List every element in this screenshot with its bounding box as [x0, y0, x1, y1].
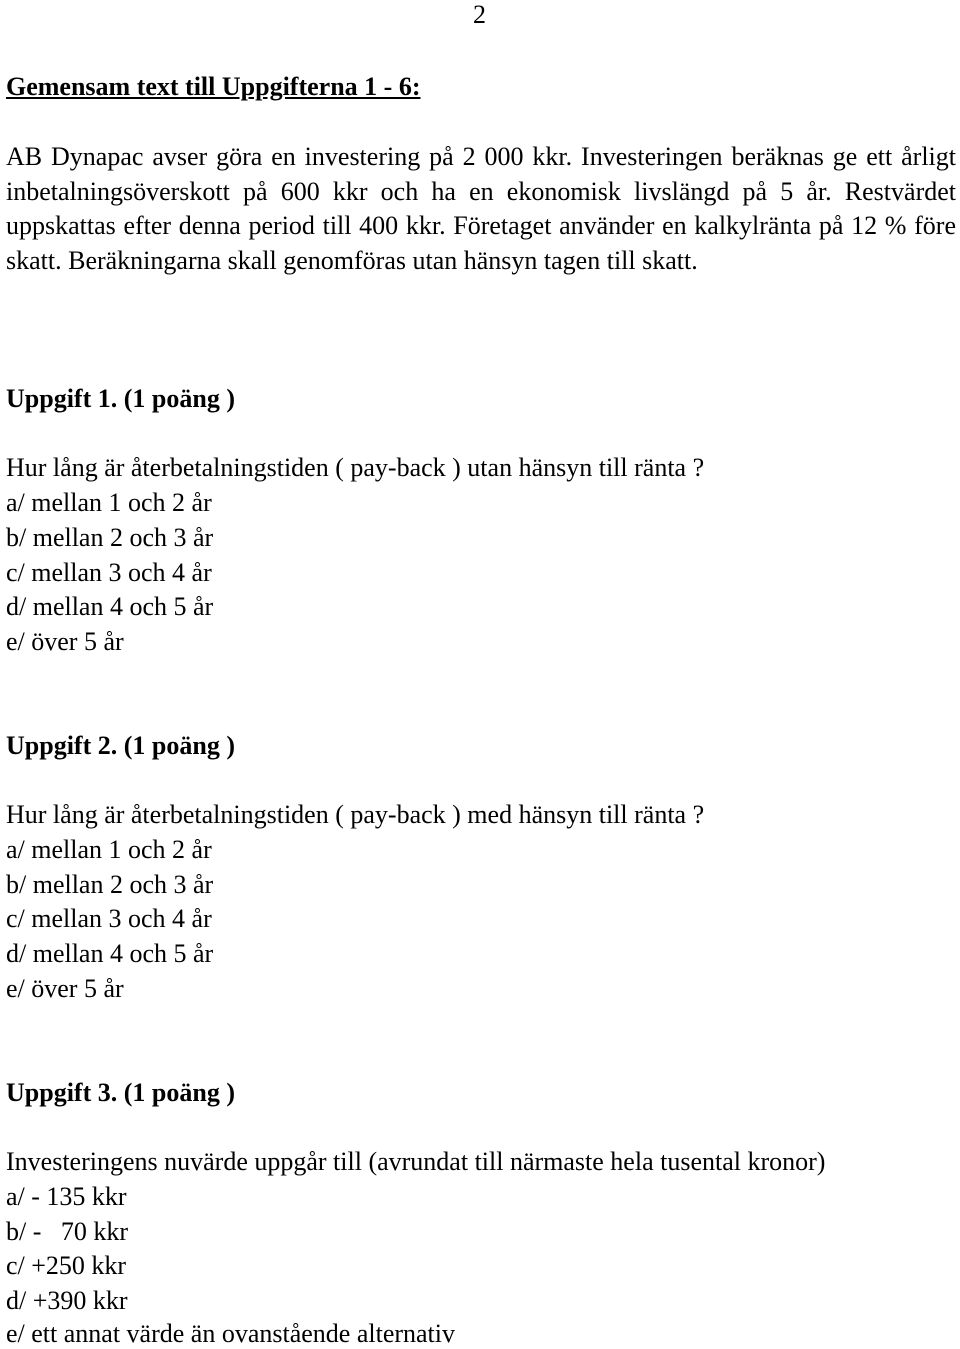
task-3-option-c: c/ +250 kkr [6, 1251, 127, 1280]
task-1-option-c: c/ mellan 3 och 4 år [6, 558, 212, 587]
task-1-option-b: b/ mellan 2 och 3 år [6, 523, 214, 552]
task-2-option-d: d/ mellan 4 och 5 år [6, 939, 214, 968]
common-heading: Gemensam text till Uppgifterna 1 - 6: [6, 72, 421, 101]
task-2-option-b: b/ mellan 2 och 3 år [6, 870, 214, 899]
task-3-option-e: e/ ett annat värde än ovanstående alternativ [6, 1319, 456, 1348]
task-2-heading: Uppgift 2. (1 poäng ) [6, 731, 235, 760]
task-3-option-a: a/ - 135 kkr [6, 1182, 127, 1211]
task-1-option-a: a/ mellan 1 och 2 år [6, 488, 212, 517]
task-2-question: Hur lång är återbetalningstiden ( pay-back ) med hänsyn till ränta ? [6, 800, 705, 829]
task-1-heading: Uppgift 1. (1 poäng ) [6, 384, 235, 413]
task-1-option-d: d/ mellan 4 och 5 år [6, 592, 214, 621]
task-3-question: Investeringens nuvärde uppgår till (avrundat till närmaste hela tusental kronor) [6, 1147, 826, 1176]
task-1-option-e: e/ över 5 år [6, 627, 124, 656]
intro-paragraph: AB Dynapac avser göra en investering på 2 000 kkr. Investeringen beräknas ge ett årligt inbetalningsöverskott på 600 kkr och ha en ekonomisk livslängd på 5 år. Restvärdet uppskattas efter denna period till 400 kkr. Företaget använder en kalkylränta på 12 % före skatt. Beräkningarna skall genomföras utan hänsyn tagen till skatt. [6, 142, 956, 275]
task-2-option-e: e/ över 5 år [6, 974, 124, 1003]
task-3-option-b: b/ - 70 kkr [6, 1217, 129, 1246]
task-2-option-a: a/ mellan 1 och 2 år [6, 835, 212, 864]
task-3-heading: Uppgift 3. (1 poäng ) [6, 1078, 235, 1107]
task-3-option-d: d/ +390 kkr [6, 1286, 128, 1315]
page-number: 2 [473, 0, 486, 29]
task-1-question: Hur lång är återbetalningstiden ( pay-back ) utan hänsyn till ränta ? [6, 453, 705, 482]
task-2-option-c: c/ mellan 3 och 4 år [6, 904, 212, 933]
